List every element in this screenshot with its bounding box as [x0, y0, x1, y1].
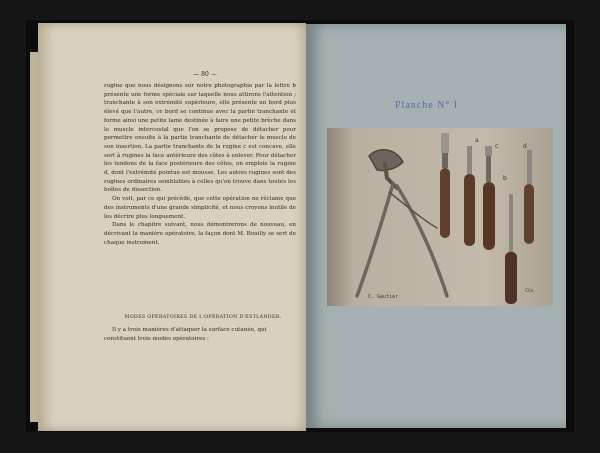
- photo-signature: C. Gautier: [368, 294, 399, 300]
- paragraph: On voit, par ce qui précède, que cette opération ne réclame que des instruments d'une grande simplicité, et nous croyons inutile de les décrire plus longuement.: [104, 196, 296, 220]
- svg-text:c: c: [495, 143, 499, 150]
- svg-text:b: b: [503, 175, 507, 182]
- instrument-photo-drawing: [327, 128, 553, 306]
- svg-text:a: a: [475, 137, 479, 144]
- section-heading: MODES OPÉRATOIRES DE L'OPÉRATION D'ESTLANDER.: [124, 315, 282, 320]
- paragraph: Il y a trois manières d'attaquer la surface cutanée, qui constituent trois modes opératoires :: [104, 327, 267, 342]
- left-body-text: [104, 82, 296, 247]
- svg-text:d: d: [523, 143, 527, 150]
- photo-corner-mark: Clin.: [525, 289, 535, 294]
- instrument-photograph: [327, 128, 553, 306]
- paragraph: Dans le chapitre suivant, nous démontrerons de nouveau, en décrivant la manière opératoire, la façon dont M. Bouilly se sert de chaque instrument.: [104, 222, 296, 246]
- page-number: — 80 —: [193, 71, 217, 78]
- paragraph: rugine que nous désignons sur notre photographie par la lettre b présente une forme spéciale sur laquelle nous attirons l'attention ; tranchante à son extrémité supérieure, elle présente un bord plus élevé que l'autre, ce bord se continue avec la partie tranchante et forme ainsi une petite lame destinée à faire une petite brèche dans le muscle intercostal que l'on se propose de détacher pour permettre ensuite à la partie tranchante de détacher le muscle de son insertion. La partie tranchante de la rugine c est concave, elle sert à rugines la face antérieure des côtes à enlever. Pour détacher les tendons de la face postérieure des côtes, on emploie la rugine d, dont l'extrémité pointue est mousse. Les autres rugines sont des rugines ordinaires semblables à celles qu'on trouve dans toutes les boîtes de dissection.: [104, 83, 296, 194]
- plate-label: Planche N° I: [395, 100, 459, 111]
- closing-text: [104, 326, 296, 343]
